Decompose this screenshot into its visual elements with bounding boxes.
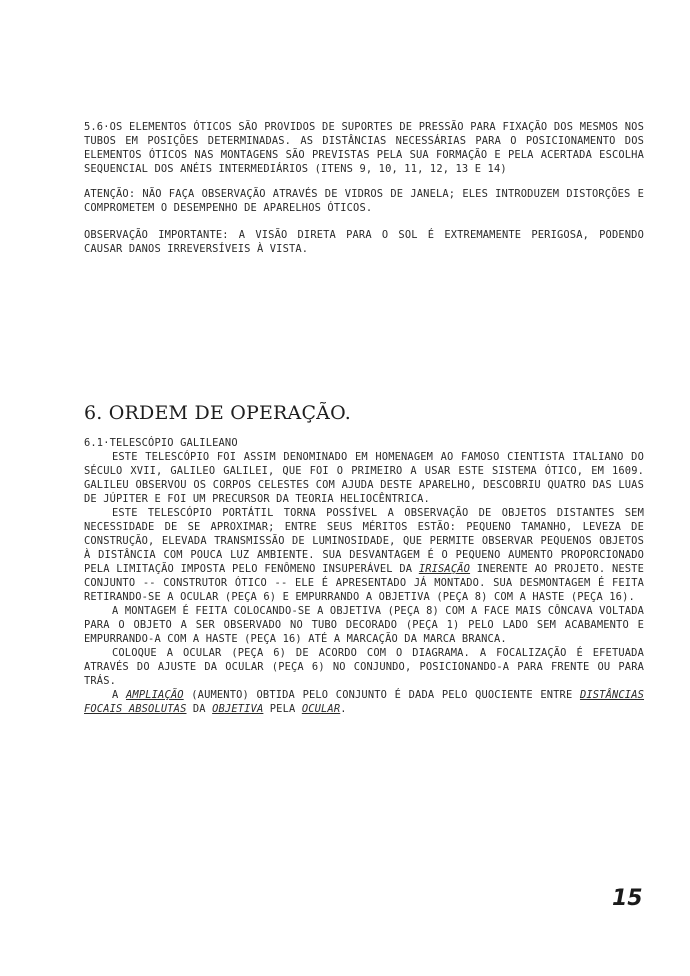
- text-run: .: [340, 703, 347, 715]
- subsection-title: 6.1·TELESCÓPIO GALILEANO: [84, 437, 238, 449]
- text-run: A: [112, 689, 119, 701]
- text-run: DA: [192, 703, 206, 715]
- text-run: (AUMENTO) OBTIDA PELO CONJUNTO É DADA PELO QUOCIENTE ENTRE: [191, 689, 573, 701]
- underlined-term-ocular: OCULAR: [301, 703, 341, 715]
- important-note: OBSERVAÇÃO IMPORTANTE: A VISÃO DIRETA PARA O SOL É EXTREMAMENTE PERIGOSA, PODENDO CAUSAR DANOS IRREVERSÍVEIS À VISTA.: [84, 229, 644, 255]
- section-body: [84, 436, 644, 716]
- underlined-term-objetiva: OBJETIVA: [212, 703, 264, 715]
- underlined-term-irisacao: IRISAÇÃO: [418, 563, 471, 575]
- paragraph-advantages-text-b: INERENTE AO PROJETO. NESTE CONJUNTO -- CONSTRUTOR ÓTICO -- ELE É APRESENTADO JÁ MONTADO. SUA DESMONTAGEM É FEITA RETIRANDO-SE A OCULAR (PEÇA 6) E EMPURRANDO A OBJETIVA (PEÇA 8) COM A HASTE (PEÇA 16).: [84, 563, 644, 603]
- underlined-term-distancias: DISTÂNCIAS FOCAIS ABSOLUTAS: [84, 689, 645, 715]
- paragraph-5-6: 5.6·OS ELEMENTOS ÓTICOS SÃO PROVIDOS DE SUPORTES DE PRESSÃO PARA FIXAÇÃO DOS MESMOS NOS TUBOS EM POSIÇÕES DETERMINADAS. AS DISTÂNCIAS NECESSÁRIAS PARA O POSICIONAMENTO DOS ELEMENTOS ÓTICOS NAS MONTAGENS SÃO PREVISTAS PELA SUA FORMAÇÃO E PELA ACERTADA ESCOLHA SEQUENCIAL DOS ANÉIS INTERMEDIÁRIOS (ITENS 9, 10, 11, 12, 13 E 14): [84, 121, 644, 175]
- paragraph-magnification: [84, 688, 644, 716]
- safety-notes-block: [84, 120, 644, 256]
- paragraph-advantages-text-a: ESTE TELESCÓPIO PORTÁTIL TORNA POSSÍVEL A OBSERVAÇÃO DE OBJETOS DISTANTES SEM NECESSIDADE DE SE APROXIMAR; ENTRE SEUS MÉRITOS ESTÃO: PEQUENO TAMANHO, LEVEZA DE CONSTRUÇÃO, ELEVADA TRANSMISSÃO DE LUMINOSIDADE, QUE PERMITE OBSERVAR PEQUENOS OBJETOS À DISTÂNCIA COM POUCA LUZ AMBIENTE. SUA DESVANTAGEM É O PEQUENO AUMENTO PROPORCIONADO PELA LIMITAÇÃO IMPOSTA PELO FENÔMENO INSUPERÁVEL DA: [84, 507, 644, 575]
- section-heading: 6. ORDEM DE OPERAÇÃO.: [84, 402, 352, 424]
- attention-note: ATENÇÃO: NÃO FAÇA OBSERVAÇÃO ATRAVÉS DE VIDROS DE JANELA; ELES INTRODUZEM DISTORÇÕES E COMPROMETEM O DESEMPENHO DE APARELHOS ÓTICOS.: [84, 188, 644, 214]
- paragraph-advantages: [84, 506, 644, 604]
- paragraph-assembly: A MONTAGEM É FEITA COLOCANDO-SE A OBJETIVA (PEÇA 8) COM A FACE MAIS CÔNCAVA VOLTADA PARA O OBJETO A SER OBSERVADO NO TUBO DECORADO (PEÇA 1) PELO LADO SEM ACABAMENTO E EMPURRANDO-A COM A HASTE (PEÇA 16) ATÉ A MARCAÇÃO DA MARCA BRANCA.: [84, 605, 644, 645]
- paragraph-history: ESTE TELESCÓPIO FOI ASSIM DENOMINADO EM HOMENAGEM AO FAMOSO CIENTISTA ITALIANO DO SÉCULO XVII, GALILEO GALILEI, QUE FOI O PRIMEIRO A USAR ESTE SISTEMA ÓTICO, EM 1609. GALILEU OBSERVOU OS CORPOS CELESTES COM AJUDA DESTE APARELHO, DESCOBRIU QUATRO DAS LUAS DE JÚPITER E FOI UM PRECURSOR DA TEORIA HELIOCÊNTRICA.: [84, 451, 644, 505]
- paragraph-focus: COLOQUE A OCULAR (PEÇA 6) DE ACORDO COM O DIAGRAMA. A FOCALIZAÇÃO É EFETUADA ATRAVÉS DO AJUSTE DA OCULAR (PEÇA 6) NO CONJUNDO, POSICIONANDO-A PARA FRENTE OU PARA TRÁS.: [84, 647, 644, 687]
- text-run: PELA: [269, 703, 296, 715]
- underlined-term-ampliacao: AMPLIAÇÃO: [126, 689, 184, 701]
- page-number: 15: [612, 886, 643, 911]
